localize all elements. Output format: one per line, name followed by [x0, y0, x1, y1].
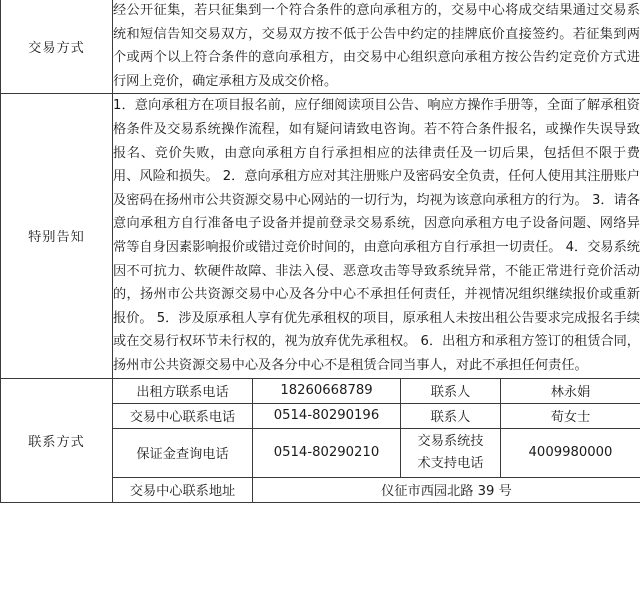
center-phone-value: 0514-80290196	[253, 403, 401, 428]
contact-person-label-2: 联系人	[401, 403, 501, 428]
special-notice-text	[113, 94, 640, 378]
deposit-phone-value: 0514-80290210	[253, 428, 401, 477]
contact-person-value-2: 荀女士	[501, 403, 640, 428]
trade-method-label: 交易方式	[1, 0, 113, 94]
special-notice-paragraph: 1．意向承租方在项目报名前，应仔细阅读项目公告、响应方操作手册等，全面了解承租资格条件及交易系统操作流程，如有疑问请致电咨询。若不符合条件报名，或操作失误导致报名、竞价失败，由意向承租方自行承担相应的法律责任及一切后果，包括但不限于费用、风险和损失。 2．意向承租方应对其注册账户及密码安全负责，任何人使用其注册账户及密码在扬州市公共资源交易中心网站的一切行为，均视为该意向承租方的行为。 3．请各意向承租方自行准备电子设备并提前登录交易系统，因意向承租方电子设备问题、网络异常等自身因素影响报价或错过竞价时间的，由意向承租方自行承担一切责任。 4．交易系统因不可抗力、软硬件故障、非法入侵、恶意攻击等导致系统异常，不能正常进行竞价活动的，扬州市公共资源交易中心及各分中心不承担任何责任，并视情况组织继续报价或重新报价。 5．涉及原承租人享有优先承租权的项目，原承租人未按出租公告要求完成报名手续或在交易行权环节未行权的，视为放弃优先承租权。 6．出租方和承租方签订的租赁合同，扬州市公共资源交易中心及各分中心不是租赁合同当事人，对此不承担任何责任。	[113, 98, 640, 373]
contact-row-lessor	[1, 378, 640, 403]
contact-person-label-1: 联系人	[401, 378, 501, 403]
tech-support-label-text: 交易系统技术支持电话	[417, 433, 484, 471]
contact-person-value-1: 林永娟	[501, 378, 640, 403]
trade-method-paragraph: 经公开征集，若只征集到一个符合条件的意向承租方的，交易中心将成交结果通过交易系统和短信告知交易双方，交易双方按不低于公告中约定的挂牌底价直接签约。若征集到两个或两个以上符合条件的意向承租方，由交易中心组织意向承租方按公告约定竞价方式进行网上竞价，确定承租方及成交价格。	[113, 3, 640, 89]
lessor-phone-label: 出租方联系电话	[113, 378, 253, 403]
special-notice-label: 特别告知	[1, 94, 113, 378]
deposit-phone-label: 保证金查询电话	[113, 428, 253, 477]
trade-method-text	[113, 0, 640, 94]
tech-support-value: 4009980000	[501, 428, 640, 477]
center-address-value: 仪征市西园北路 39 号	[253, 477, 640, 502]
trade-method-row	[1, 0, 640, 94]
center-phone-label: 交易中心联系电话	[113, 403, 253, 428]
contact-label: 联系方式	[1, 378, 113, 502]
center-address-label: 交易中心联系地址	[113, 477, 253, 502]
special-notice-row	[1, 94, 640, 378]
lessor-phone-value: 18260668789	[253, 378, 401, 403]
tech-support-label	[401, 428, 501, 477]
